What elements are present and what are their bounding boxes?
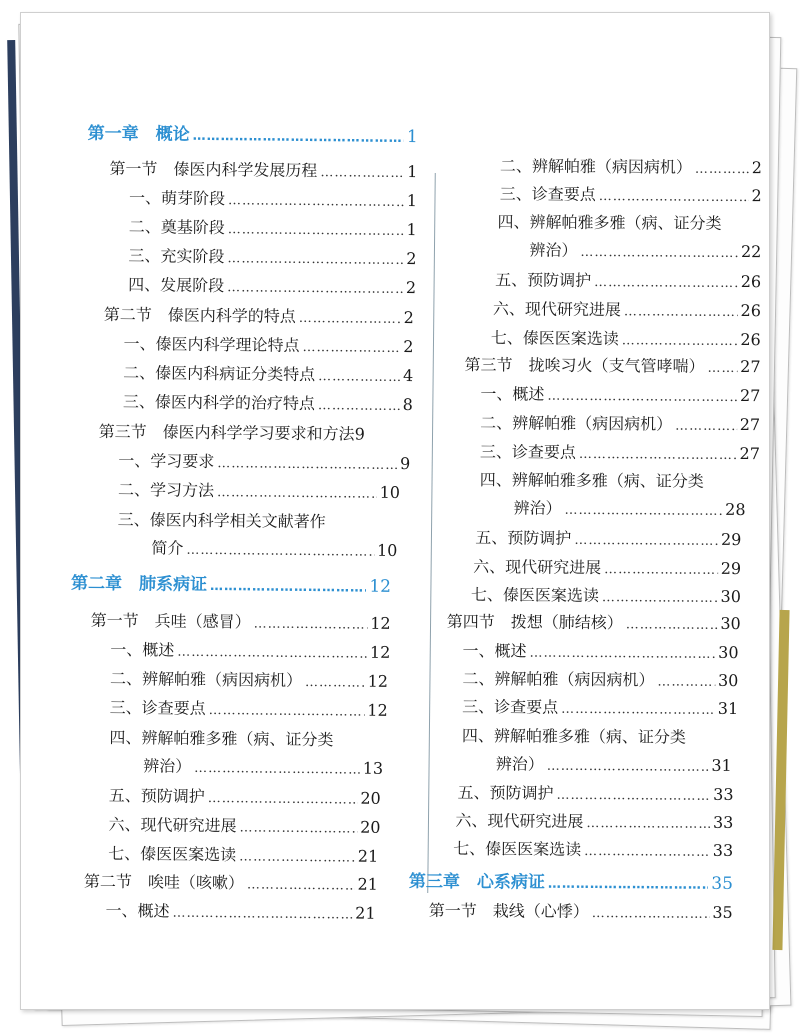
toc-entry-title: 第一章 概论 [87, 123, 190, 145]
toc-item[interactable] [453, 839, 733, 863]
toc-page-number: 31 [711, 755, 732, 775]
leader-dots [548, 875, 708, 896]
leader-dots [675, 417, 737, 437]
toc-page-number: 4 [402, 366, 414, 386]
toc-section[interactable] [447, 612, 741, 636]
toc-page-number: 20 [360, 788, 381, 808]
toc-page-number: 28 [725, 499, 746, 520]
toc-entry-title: 三、诊查要点 [499, 184, 596, 205]
toc-entry-title: 六、现代研究进展 [492, 299, 622, 320]
leader-dots [547, 757, 709, 778]
toc-page-number: 8 [402, 395, 414, 415]
toc-section[interactable] [464, 355, 760, 379]
leader-dots [657, 672, 715, 692]
toc-entry-title: 五、预防调护 [108, 785, 205, 806]
toc-entry-title: 一、概述 [110, 639, 175, 660]
toc-item[interactable] [480, 413, 760, 437]
toc-page-number: 1 [406, 220, 417, 240]
toc-page-number: 22 [740, 242, 762, 262]
toc-item-continuation[interactable] [529, 241, 761, 265]
toc-page [20, 12, 770, 1010]
toc-page-number: 35 [711, 873, 734, 894]
toc-page-number: 30 [717, 670, 739, 691]
toc-page-number: 20 [360, 817, 381, 837]
toc-entry-title: 一、概述 [462, 641, 527, 661]
toc-item[interactable] [497, 212, 759, 234]
toc-entry-title: 简介 [151, 538, 184, 558]
toc-page-number: 2 [403, 308, 414, 328]
toc-item-continuation[interactable] [513, 498, 745, 522]
toc-item[interactable] [480, 384, 760, 408]
leader-dots [592, 904, 710, 925]
toc-page-number: 9 [400, 453, 411, 474]
toc-page-number: 33 [712, 812, 734, 832]
leader-dots [624, 302, 738, 323]
toc-entry-title: 辨治） [495, 754, 544, 774]
toc-entry-title: 三、傣医内科学相关文献著作 [117, 510, 326, 532]
toc-entry-title: 第四节 拨想（肺结核） [446, 611, 623, 633]
toc-page-number: 2 [406, 249, 417, 269]
toc-entry-title: 辨治） [143, 756, 192, 776]
toc-entry-title: 一、概述 [480, 384, 545, 404]
toc-entry-title: 辨治） [513, 498, 562, 518]
toc-item[interactable] [475, 528, 741, 552]
toc-entry-title: 二、辨解帕雅（病因病机） [109, 668, 303, 690]
toc-entry-title: 一、傣医内科学理论特点 [123, 334, 300, 355]
toc-entry-title: 第三节 傣医内科学学习要求和方法 [98, 421, 355, 444]
toc-item[interactable] [462, 641, 738, 665]
toc-entry-title: 一、萌芽阶段 [128, 188, 226, 209]
toc-page-number: 30 [720, 586, 742, 607]
leader-dots [547, 387, 737, 408]
leader-dots [707, 359, 737, 379]
leader-dots [579, 445, 737, 466]
toc-page-number: 29 [720, 529, 742, 550]
toc-page-number: 1 [406, 127, 418, 148]
toc-item[interactable] [500, 156, 762, 180]
toc-entry-title: 第一节 傣医内科学发展历程 [109, 158, 318, 181]
leader-dots [574, 531, 718, 552]
toc-section[interactable] [429, 901, 733, 925]
toc-page-number: 27 [739, 415, 761, 435]
toc-entry-title: 第一节 兵哇（感冒） [90, 610, 251, 632]
toc-page-number: 31 [717, 698, 739, 719]
toc-entry-title: 三、诊查要点 [462, 697, 559, 717]
toc-item[interactable] [457, 783, 733, 807]
toc-item[interactable] [495, 270, 761, 294]
toc-entry-title: 四、辨解帕雅多雅（病、证分类 [479, 470, 704, 491]
toc-entry-title: 第二节 傣医内科学的特点 [103, 304, 296, 326]
toc-entry-title: 二、辨解帕雅（病因病机） [462, 669, 655, 690]
toc-entry-title: 三、充实阶段 [128, 246, 225, 267]
leader-dots [564, 501, 722, 522]
leader-dots [622, 331, 738, 352]
toc-entry-title: 辨治） [529, 240, 578, 260]
toc-entry-title: 二、辨解帕雅（病因病机） [499, 156, 693, 177]
toc-item-continuation[interactable] [496, 754, 732, 778]
toc-page-number: 12 [369, 642, 391, 662]
leader-dots [594, 273, 738, 294]
toc-entry-title: 五、预防调护 [495, 270, 592, 290]
toc-page-number: 2 [751, 158, 763, 178]
leader-dots [599, 187, 749, 208]
toc-entry-title: 六、现代研究进展 [455, 811, 584, 831]
toc-entry-title: 三、傣医内科学的治疗特点 [122, 392, 316, 414]
toc-item[interactable] [462, 669, 738, 693]
toc-entry-title: 五、预防调护 [475, 528, 572, 548]
toc-entry-title: 四、辨解帕雅多雅（病、证分类 [109, 727, 334, 750]
toc-item[interactable] [471, 585, 741, 609]
toc-entry-title: 四、辨解帕雅多雅（病、证分类 [461, 726, 687, 747]
toc-entry-title: 二、傣医内科病证分类特点 [123, 363, 316, 385]
leader-dots [586, 814, 710, 835]
toc-page-number: 1 [406, 191, 418, 211]
toc-page-number: 26 [740, 301, 762, 321]
toc-page-number: 29 [720, 558, 742, 579]
toc-entry-title: 五、预防调护 [457, 783, 554, 803]
toc-page-number: 2 [405, 278, 417, 298]
toc-page-number: 2 [403, 337, 414, 357]
toc-entry-title: 第二节 唉哇（咳嗽） [83, 871, 245, 893]
leader-dots [529, 644, 715, 665]
toc-page-number: 27 [739, 386, 761, 406]
toc-page-number: 21 [357, 874, 378, 894]
toc-page-number: 12 [367, 700, 388, 720]
toc-page-number: 35 [712, 902, 733, 922]
toc-page-number: 1 [407, 162, 418, 182]
leader-dots [561, 700, 715, 721]
toc-page-number: 26 [740, 330, 761, 350]
toc-entry-title: 七、傣医医案选读 [470, 585, 600, 606]
toc-page-number: 27 [740, 357, 761, 377]
leader-dots [584, 842, 710, 863]
leader-dots [556, 786, 710, 807]
toc-item[interactable] [491, 328, 761, 352]
toc-page-number: 30 [718, 642, 739, 663]
toc-item[interactable] [462, 726, 732, 748]
toc-entry-title: 第三章 心系病证 [408, 871, 546, 893]
toc-entry-title: 二、辨解帕雅（病因病机） [480, 413, 673, 434]
toc-entry-title: 三、诊查要点 [109, 697, 206, 718]
toc-page-number: 12 [369, 576, 392, 597]
toc-item[interactable] [480, 470, 760, 492]
toc-entry-title: 三、诊查要点 [479, 442, 577, 462]
leader-dots [626, 615, 718, 636]
toc-page-number: 30 [720, 613, 741, 634]
leader-dots [580, 243, 738, 264]
toc-entry-title: 六、现代研究进展 [473, 557, 602, 578]
toc-item[interactable] [455, 811, 733, 835]
toc-right-column [14, 13, 791, 1008]
leader-dots [604, 560, 718, 581]
toc-page-number: 13 [362, 758, 384, 778]
toc-entry-title: 二、学习方法 [117, 480, 215, 501]
toc-item[interactable] [480, 442, 760, 466]
toc-item[interactable] [493, 299, 761, 323]
toc-page-number: 33 [712, 840, 734, 860]
toc-page-number: 27 [739, 444, 761, 464]
toc-entry-title: 第一节 栽线（心悸） [428, 900, 589, 921]
toc-entry-title: 第二章 肺系病证 [70, 573, 208, 595]
toc-page-number: 26 [740, 272, 762, 292]
toc-item[interactable] [473, 557, 741, 581]
toc-entry-title: 七、傣医医案选读 [108, 843, 237, 865]
toc-entry-title: 一、概述 [105, 900, 170, 921]
toc-page-number: 12 [370, 613, 391, 633]
toc-page-number: 10 [376, 540, 398, 560]
toc-page-number: 9 [354, 424, 365, 444]
toc-entry-title: 四、辨解帕雅多雅（病、证分类 [497, 212, 722, 233]
toc-page-number: 12 [367, 671, 389, 691]
toc-entry-title: 第三节 拢唉习火（支气管哮喘） [464, 355, 705, 376]
toc-entry-title: 二、奠基阶段 [128, 217, 225, 238]
toc-entry-title: 四、发展阶段 [128, 275, 225, 296]
leader-dots [695, 160, 749, 180]
toc-entry-title: 七、傣医医案选读 [453, 839, 582, 859]
toc-chapter[interactable] [409, 872, 733, 896]
toc-page-number: 2 [751, 186, 762, 206]
toc-page-number: 21 [355, 903, 376, 923]
leader-dots [602, 588, 718, 609]
toc-item[interactable] [462, 697, 738, 721]
toc-item[interactable] [500, 184, 762, 208]
toc-entry-title: 六、现代研究进展 [108, 814, 237, 836]
toc-page-number: 33 [713, 784, 734, 804]
toc-entry-title: 一、学习要求 [118, 451, 215, 472]
toc-page-number: 10 [379, 482, 401, 502]
toc-page-number: 21 [357, 846, 379, 866]
toc-entry-title: 七、傣医医案选读 [490, 328, 619, 349]
